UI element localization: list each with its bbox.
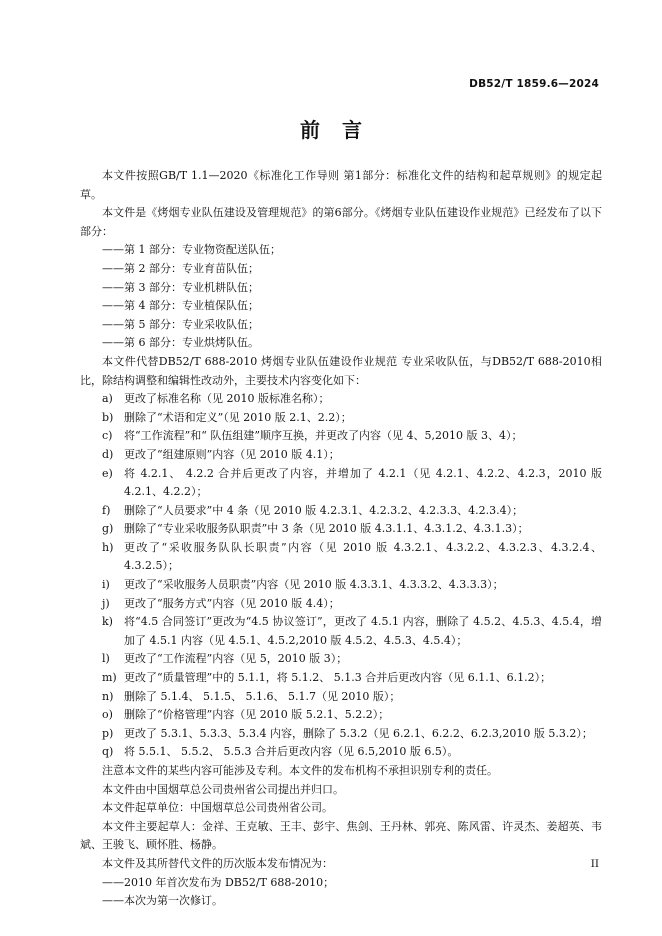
change-item xyxy=(80,688,602,707)
change-item xyxy=(80,743,602,762)
patent-note: 注意本文件的某些内容可能涉及专利。本文件的发布机构不承担识别专利的责任。 xyxy=(102,764,498,777)
change-text: 删除了“价格管理”内容（见 2010 版 5.2.1、5.2.2）； xyxy=(124,708,390,722)
part-item: ——第 1 部分：专业物资配送队伍； xyxy=(102,243,281,257)
change-text: 将“4.5 合同签订”更改为“4.5 协议签订”，更改了 4.5.1 内容，删除了 4.5.2、4.5.3、4.5.4，增加了 4.5.1 内容（见 4.5.1、4.5.2,2010 版 4.5.2、4.5.3、4.5.4）； xyxy=(124,615,602,647)
changes-list xyxy=(80,390,602,762)
history-list xyxy=(80,874,602,911)
change-label: o) xyxy=(102,708,113,722)
history-item: ——本次为第一次修订。 xyxy=(102,894,223,908)
drafters: 本文件主要起草人：金祥、王克敏、王丰、彭宇、焦剑、王丹林、郭亮、陈风雷、许灵杰、姜超英、韦斌、王骏飞、顾怀胜、杨静。 xyxy=(80,819,602,852)
standard-code: DB52/T 1859.6—2024 xyxy=(469,78,599,90)
change-text: 删除了“术语和定义”（见 2010 版 2.1、2.2）； xyxy=(124,410,352,424)
drafting-unit: 本文件起草单位：中国烟草总公司贵州省公司。 xyxy=(102,801,333,815)
change-text: 删除了 5.1.4、 5.1.5、 5.1.6、 5.1.7（见 2010 版）； xyxy=(124,689,401,703)
change-label: q) xyxy=(102,745,114,759)
change-label: k) xyxy=(102,615,113,629)
change-item xyxy=(80,576,602,595)
proposer-note: 本文件由中国烟草总公司贵州省公司提出并归口。 xyxy=(102,782,344,796)
intro-paragraph: 本文件是《烤烟专业队伍建设及管理规范》的第6部分。《烤烟专业队伍建设作业规范》已经发布了以下部分： xyxy=(80,206,602,238)
part-item: ——第 2 部分：专业育苗队伍； xyxy=(102,261,259,275)
change-label: j) xyxy=(102,596,110,610)
change-item xyxy=(80,465,602,502)
change-item xyxy=(80,502,602,521)
change-label: f) xyxy=(102,503,111,517)
foreword-body xyxy=(80,167,602,911)
change-item xyxy=(80,427,602,446)
change-text: 更改了“质量管理”中的 5.1.1，将 5.1.2、 5.1.3 合并后更改内容（见 6.1.1、6.1.2）； xyxy=(124,671,552,685)
change-label: b) xyxy=(102,410,114,424)
change-text: 更改了“工作流程”内容（见 5，2010 版 3）； xyxy=(124,652,348,666)
change-text: 将“工作流程”和“ 队伍组建”顺序互换，并更改了内容（见 4、5,2010 版 3、4）； xyxy=(124,429,523,443)
change-text: 更改了“采收服务人员职责”内容（见 2010 版 4.3.3.1、4.3.3.2、4.3.3.3）； xyxy=(124,578,504,592)
change-item xyxy=(80,613,602,650)
change-text: 更改了标准名称（见 2010 版标准名称）； xyxy=(124,392,330,406)
history-intro: 本文件及其所替代文件的历次版本发布情况为： xyxy=(102,856,333,870)
change-item xyxy=(80,539,602,576)
change-item xyxy=(80,446,602,465)
change-text: 删除了“人员要求”中 4 条（见 2010 版 4.2.3.1、4.2.3.2、4.2.3.3、4.2.3.4）； xyxy=(124,503,524,517)
change-text: 将 5.5.1、 5.5.2、 5.5.3 合并后更改内容（见 6.5,2010 版 6.5）。 xyxy=(124,745,459,759)
page-number: II xyxy=(590,858,599,870)
change-item xyxy=(80,650,602,669)
change-item xyxy=(80,725,602,744)
part-item: ——第 5 部分：专业采收队伍； xyxy=(102,317,259,331)
change-label: a) xyxy=(102,392,113,406)
change-text: 更改了“组建原则”内容（见 2010 版 4.1）； xyxy=(124,447,340,461)
change-label: m) xyxy=(102,671,117,685)
change-text: 更改了“服务方式”内容（见 2010 版 4.4）； xyxy=(124,596,340,610)
history-item: ——2010 年首次发布为 DB52/T 688-2010； xyxy=(102,875,335,889)
change-label: n) xyxy=(102,689,114,703)
change-text: 将 4.2.1、 4.2.2 合并后更改了内容，并增加了 4.2.1（见 4.2.1、4.2.2、4.2.3，2010 版 4.2.1、4.2.2）； xyxy=(124,466,602,499)
change-item xyxy=(80,669,602,688)
part-item: ——第 4 部分：专业植保队伍； xyxy=(102,299,259,313)
change-text: 更改了 5.3.1、5.3.3、5.3.4 内容，删除了 5.3.2（见 6.2.1、6.2.2、6.2.3,2010 版 5.3.2）； xyxy=(124,726,593,740)
change-label: l) xyxy=(102,652,110,666)
replace-paragraph: 本文件代替DB52/T 688-2010 烤烟专业队伍建设作业规范 专业采收队伍，与DB52/T 688-2010相比，除结构调整和编辑性改动外，主要技术内容变化如下： xyxy=(80,354,602,387)
change-label: h) xyxy=(102,540,114,554)
change-item xyxy=(80,390,602,409)
change-label: g) xyxy=(102,522,114,536)
change-item xyxy=(80,520,602,539)
change-text: 删除了“专业采收服务队职责”中 3 条（见 2010 版 4.3.1.1、4.3.1.2、4.3.1.3）； xyxy=(124,522,529,536)
change-text: 更改了“采收服务队队长职责”内容（见 2010 版 4.3.2.1、4.3.2.2、4.3.2.3、4.3.2.4、4.3.2.5）； xyxy=(124,540,602,573)
part-item: ——第 6 部分：专业烘烤队伍。 xyxy=(102,336,259,350)
page-title: 前言 xyxy=(300,118,384,142)
change-item xyxy=(80,409,602,428)
change-item xyxy=(80,706,602,725)
change-label: i) xyxy=(102,578,110,592)
intro-paragraph: 本文件按照GB/T 1.1—2020《标准化工作导则 第1部分：标准化文件的结构和起草规则》的规定起草。 xyxy=(80,169,602,201)
change-label: d) xyxy=(102,447,114,461)
change-label: e) xyxy=(102,466,113,480)
change-item xyxy=(80,595,602,614)
part-item: ——第 3 部分：专业机耕队伍； xyxy=(102,280,259,294)
change-label: p) xyxy=(102,726,114,740)
parts-list xyxy=(80,241,602,353)
change-label: c) xyxy=(102,429,113,443)
